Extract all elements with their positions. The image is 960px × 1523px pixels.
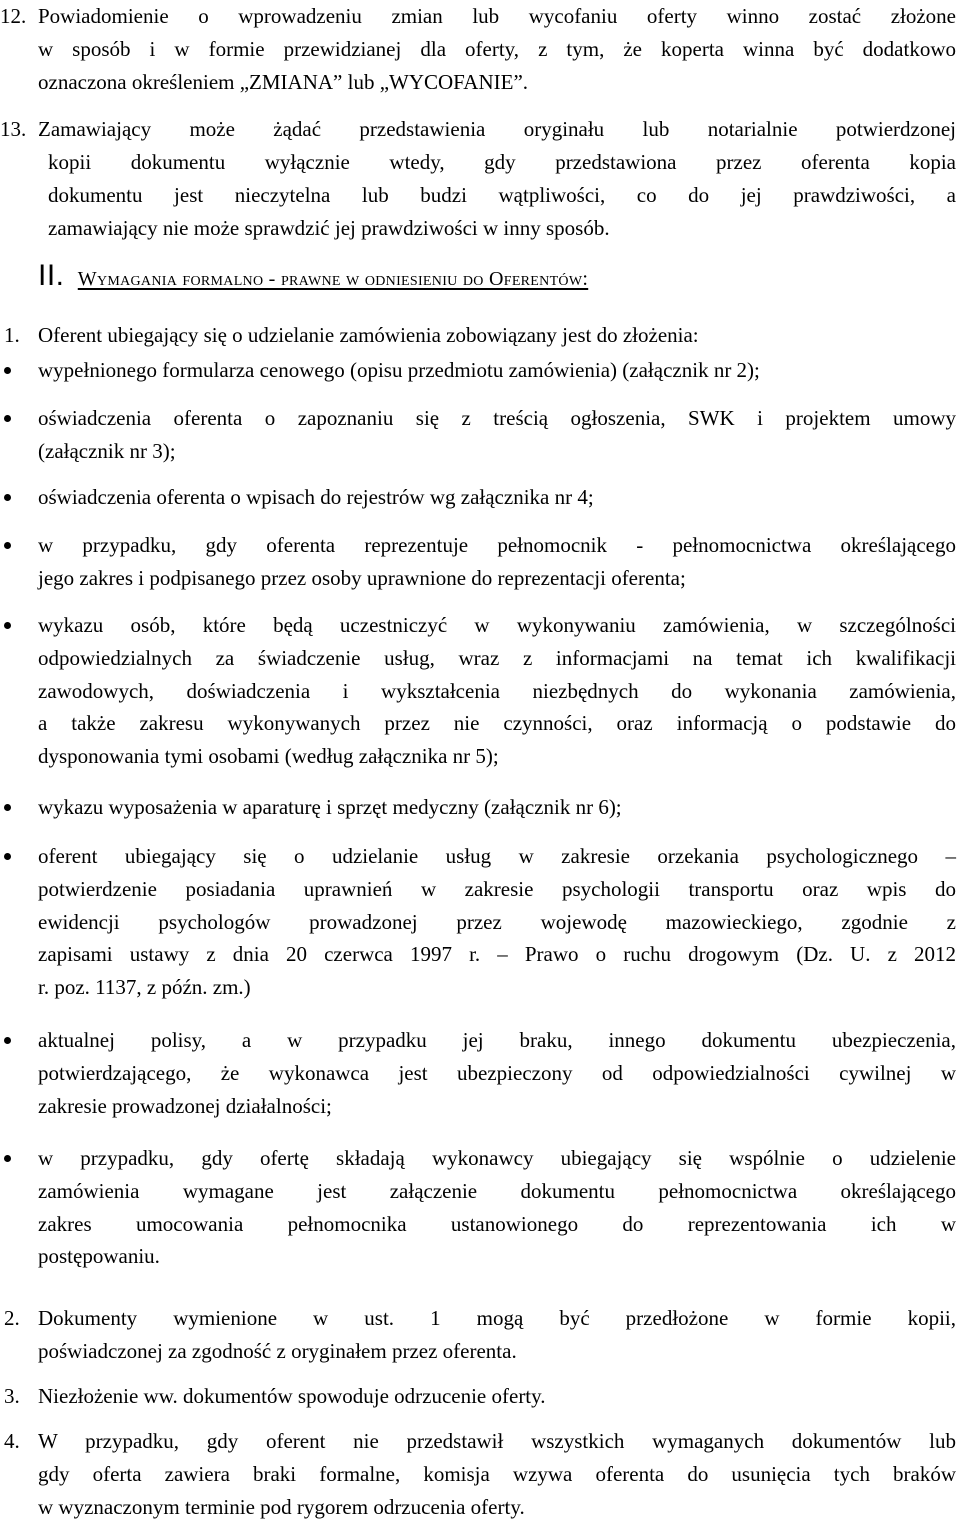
point-4-line: w wyznaczonym terminie pod rygorem odrzucenia oferty. xyxy=(38,1494,525,1519)
list-item-line: odpowiedzialnych za świadczenie usług, wraz z informacjami na temat ich kwalifikacji xyxy=(38,645,956,670)
section-heading xyxy=(38,260,588,300)
list-item-line: wypełnionego formularza cenowego (opisu przedmiotu zamówienia) (załącznik nr 2); xyxy=(38,358,760,382)
list-item-line: potwierdzenie posiadania uprawnień w zakresie psychologii transportu oraz wpis do xyxy=(38,876,956,901)
list-item-line: jego zakres i podpisanego przez osoby uprawnione do reprezentacji oferenta; xyxy=(38,565,686,590)
list-item-line: wykazu wyposażenia w aparaturę i sprzęt medyczny (załącznik nr 6); xyxy=(38,795,622,819)
list-item-line: zawodowych, doświadczenia i wykształcenia niezbędnych do wykonania zamówienia, xyxy=(38,678,956,703)
item-12-line: Powiadomienie o wprowadzeniu zmian lub wycofaniu oferty winno zostać złożone xyxy=(38,4,956,28)
point-2-line: poświadczonej za zgodność z oryginałem przez oferenta. xyxy=(38,1338,517,1363)
list-item-line: dysponowania tymi osobami (według załącznika nr 5); xyxy=(38,744,499,769)
list-item-line: wykazu osób, które będą uczestniczyć w wykonywaniu zamówienia, w szczególności xyxy=(38,613,956,637)
bullet-icon xyxy=(4,367,11,374)
point-1-text: Oferent ubiegający się o udzielanie zamówienia zobowiązany jest do złożenia: xyxy=(38,323,699,347)
bullet-icon xyxy=(4,494,11,501)
item-12-text xyxy=(38,0,956,98)
point-4-number: 4. xyxy=(4,1429,20,1453)
bullet-icon xyxy=(4,804,11,811)
item-12-line: w sposób i w formie przewidzianej dla oferty, z tym, że koperta winna być dodatkowo xyxy=(38,36,956,61)
list-item-line: postępowaniu. xyxy=(38,1244,160,1269)
list-item-line: zamówienia wymagane jest załączenie dokumentu pełnomocnictwa określającego xyxy=(38,1178,956,1203)
point-2-text xyxy=(38,1302,956,1368)
bullet-icon xyxy=(4,1155,11,1162)
item-12-number: 12. xyxy=(0,4,27,28)
point-3-line: Niezłożenie ww. dokumentów spowoduje odrzucenie oferty. xyxy=(38,1384,546,1408)
item-13-line: kopii dokumentu wyłącznie wtedy, gdy przedstawiona przez oferenta kopia xyxy=(48,150,956,174)
item-12-line: oznaczona określeniem „ZMIANA” lub „WYCOFANIE”. xyxy=(38,69,529,94)
list-item-line: zakres umocowania pełnomocnika ustanowionego do reprezentowania ich w xyxy=(38,1211,956,1236)
list-item-line: ewidencji psychologów prowadzonej przez wojewodę mazowieckiego, zgodnie z xyxy=(38,909,956,934)
point-3-number: 3. xyxy=(4,1384,20,1408)
list-item-line: oświadczenia oferenta o wpisach do rejestrów wg załącznika nr 4; xyxy=(38,485,594,509)
item-13-text-rest xyxy=(48,146,956,244)
section-title: Wymagania formalno - prawne w odniesieniu do Oferentów: xyxy=(77,268,589,290)
section-number: II. xyxy=(38,259,65,292)
point-4-line: gdy oferta zawiera braki formalne, komisja wzywa oferenta do usunięcia tych braków xyxy=(38,1461,956,1486)
list-item-line: zapisami ustawy z dnia 20 czerwca 1997 r. – Prawo o ruchu drogowym (Dz. U. z 2012 xyxy=(38,942,956,967)
list-item-line: w przypadku, gdy ofertę składają wykonawcy ubiegający się wspólnie o udzielenie xyxy=(38,1146,956,1170)
point-1-intro xyxy=(4,319,699,352)
point-2-line: Dokumenty wymienione w ust. 1 mogą być przedłożone w formie kopii, xyxy=(38,1306,956,1330)
bullet-icon xyxy=(4,415,11,422)
point-4-line: W przypadku, gdy oferent nie przedstawił wszystkich wymaganych dokumentów lub xyxy=(38,1429,956,1453)
point-2-number: 2. xyxy=(4,1306,20,1330)
bullet-icon xyxy=(4,853,11,860)
list-item-line: oferent ubiegający się o udzielanie usług w zakresie orzekania psychologicznego – xyxy=(38,844,956,868)
list-item-line: w przypadku, gdy oferenta reprezentuje pełnomocnik - pełnomocnictwa określającego xyxy=(38,533,956,557)
item-13-number: 13. xyxy=(0,117,27,141)
point-1-number: 1. xyxy=(4,323,20,347)
item-13-line: zamawiający nie może sprawdzić jej prawdziwości w inny sposób. xyxy=(48,215,610,240)
list-item-line: a także zakresu wykonywanych przez nie czynności, oraz informacją o podstawie do xyxy=(38,711,956,736)
list-item-line: oświadczenia oferenta o zapoznaniu się z treścią ogłoszenia, SWK i projektem umowy xyxy=(38,406,956,430)
bullet-icon xyxy=(4,622,11,629)
list-item-line: r. poz. 1137, z późn. zm.) xyxy=(38,975,251,1000)
bullet-icon xyxy=(4,1037,11,1044)
item-13-line: dokumentu jest nieczytelna lub budzi wątpliwości, co do jej prawdziwości, a xyxy=(48,182,956,207)
list-item-line: (załącznik nr 3); xyxy=(38,438,176,463)
bullet-icon xyxy=(4,542,11,549)
point-4-text xyxy=(38,1425,956,1523)
item-13-text xyxy=(38,113,956,146)
list-item-line: zakresie prowadzonej działalności; xyxy=(38,1093,332,1118)
item-13-line: Zamawiający może żądać przedstawienia oryginału lub notarialnie potwierdzonej xyxy=(38,117,956,141)
list-item-line: potwierdzającego, że wykonawca jest ubezpieczony od odpowiedzialności cywilnej w xyxy=(38,1060,956,1085)
point-3-text xyxy=(38,1380,956,1413)
list-item-line: aktualnej polisy, a w przypadku jej braku, innego dokumentu ubezpieczenia, xyxy=(38,1028,956,1052)
